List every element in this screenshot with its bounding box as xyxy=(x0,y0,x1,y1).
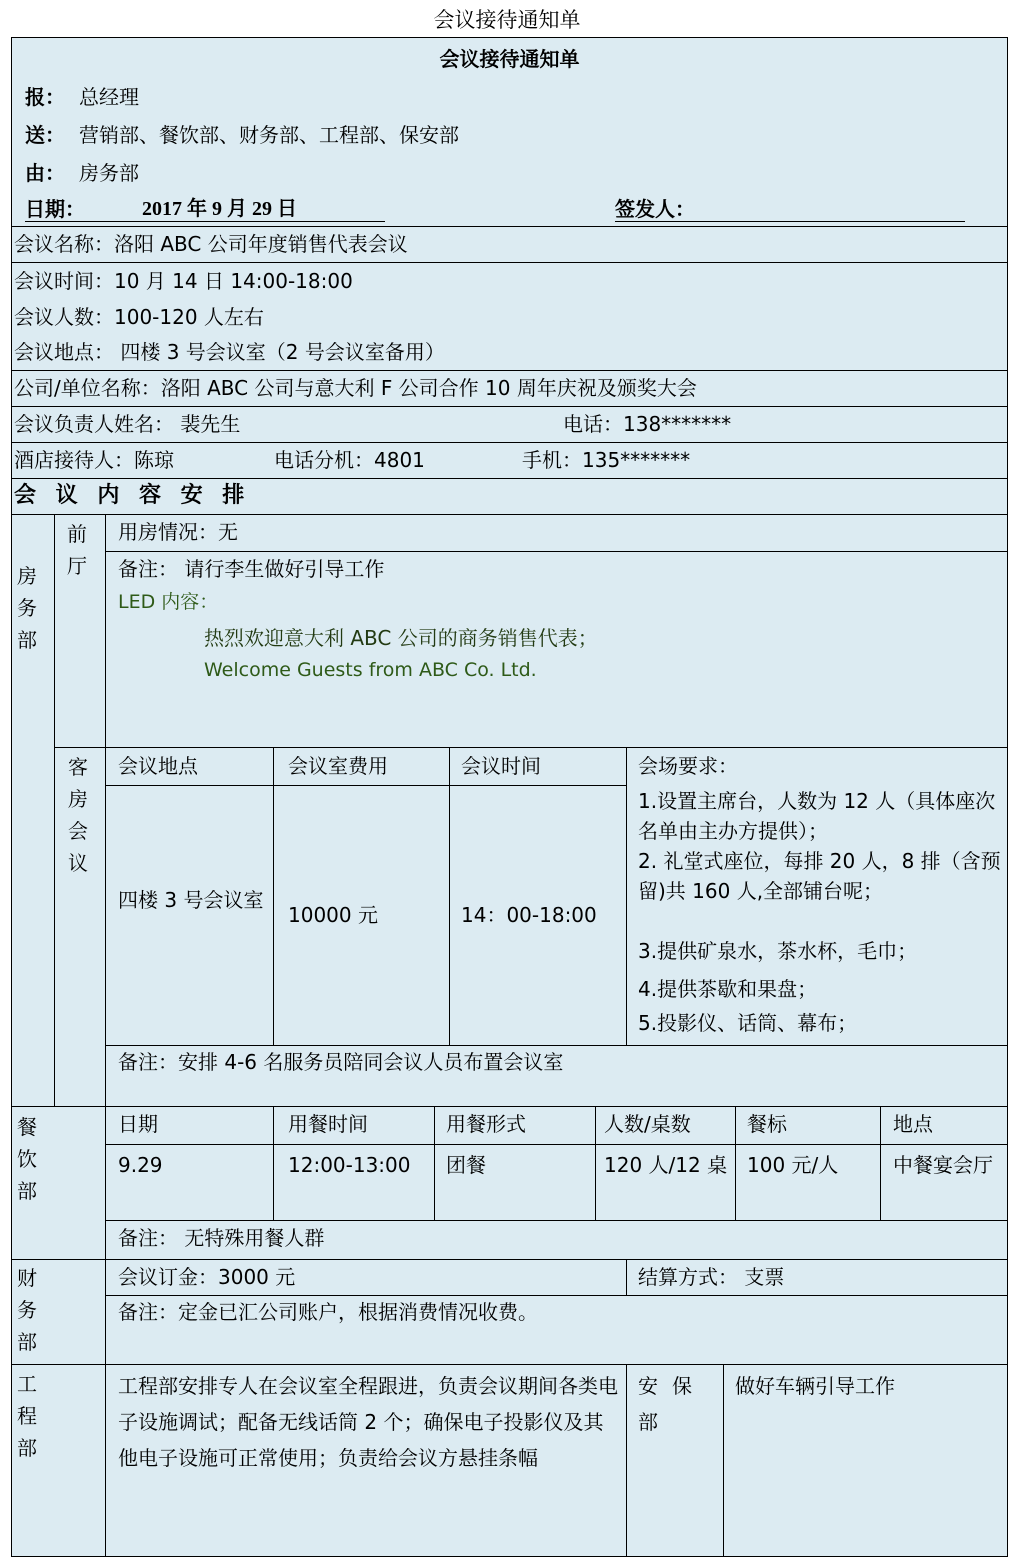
requirement-3: 3.提供矿泉水，茶水杯，毛巾； xyxy=(638,939,918,963)
report-label: 报： xyxy=(25,85,65,109)
divider xyxy=(626,1260,627,1295)
guest-room-time: 14：00-18:00 xyxy=(461,903,597,927)
company-name: 公司/单位名称：洛阳 ABC 公司与意大利 F 公司合作 10 周年庆祝及颁奖大会 xyxy=(14,376,697,400)
guest-meeting-label: 客房会议 xyxy=(68,755,88,875)
guest-room-location: 四楼 3 号会议室 xyxy=(118,888,264,912)
meeting-form xyxy=(11,37,1008,1557)
date-underline xyxy=(25,221,385,222)
divider xyxy=(626,747,627,1045)
report-value: 总经理 xyxy=(79,85,139,109)
divider xyxy=(105,1365,106,1556)
security-text: 做好车辆引导工作 xyxy=(735,1374,895,1398)
divider xyxy=(449,747,450,1045)
meeting-time: 会议时间：10 月 14 日 14:00-18:00 xyxy=(14,269,353,293)
divider xyxy=(880,1107,881,1220)
company-row xyxy=(11,370,1008,407)
divider xyxy=(273,747,274,1045)
date-label: 日期： xyxy=(25,197,85,221)
catering-header-time: 用餐时间 xyxy=(288,1112,368,1136)
divider xyxy=(735,1107,736,1220)
catering-form: 团餐 xyxy=(446,1153,486,1177)
divider xyxy=(54,747,1007,748)
catering-count: 120 人/12 桌 xyxy=(604,1153,728,1177)
owner-name: 会议负责人姓名： 裴先生 xyxy=(14,412,241,436)
catering-header-count: 人数/桌数 xyxy=(604,1112,691,1136)
security-dept-label: 安保部 xyxy=(638,1374,706,1434)
housekeeping-dept-label: 房务部 xyxy=(17,564,37,652)
divider xyxy=(105,1295,1007,1296)
hotel-contact: 酒店接待人：陈琼 xyxy=(14,448,174,472)
send-value: 营销部、餐饮部、财务部、工程部、保安部 xyxy=(79,123,459,147)
catering-note: 备注： 无特殊用餐人群 xyxy=(118,1226,325,1250)
requirement-1: 1.设置主席台，人数为 12 人（具体座次名单由主办方提供）； xyxy=(638,789,996,843)
page-title: 会议接待通知单 xyxy=(433,8,581,32)
catering-section xyxy=(11,1106,1008,1260)
room-usage: 用房情况：无 xyxy=(118,520,238,544)
hotel-contact-row xyxy=(11,442,1008,479)
catering-place: 中餐宴会厅 xyxy=(893,1153,993,1177)
catering-meal-time: 12:00-13:00 xyxy=(288,1153,411,1177)
guest-note: 备注：安排 4-6 名服务员陪同会议人员布置会议室 xyxy=(118,1050,564,1074)
header-fee: 会议室费用 xyxy=(288,754,388,778)
guest-room-fee: 10000 元 xyxy=(288,903,378,927)
divider xyxy=(105,1045,1007,1046)
catering-standard: 100 元/人 xyxy=(747,1153,839,1177)
divider xyxy=(626,1365,627,1556)
finance-dept-label: 财务部 xyxy=(17,1266,37,1354)
led-line2: Welcome Guests from ABC Co. Ltd. xyxy=(204,659,537,681)
requirement-4: 4.提供茶歇和果盘； xyxy=(638,977,818,1001)
meeting-location: 会议地点： 四楼 3 号会议室（2 号会议室备用） xyxy=(14,340,445,364)
led-line1: 热烈欢迎意大利 ABC 公司的商务销售代表； xyxy=(204,626,598,650)
divider xyxy=(105,1260,106,1364)
extension: 电话分机：4801 xyxy=(274,448,425,472)
housekeeping-section xyxy=(11,514,1008,1107)
catering-header-place: 地点 xyxy=(893,1112,933,1136)
divider xyxy=(723,1365,724,1556)
issuer-label: 签发人： xyxy=(615,197,695,221)
content-heading-row xyxy=(11,478,1008,515)
front-desk-label: 前厅 xyxy=(67,522,87,578)
divider xyxy=(273,1107,274,1220)
header-requirements: 会场要求： xyxy=(638,754,738,778)
finance-section xyxy=(11,1259,1008,1365)
from-value: 房务部 xyxy=(79,161,139,185)
divider xyxy=(105,785,626,786)
meeting-info-row xyxy=(11,262,1008,371)
catering-header-form: 用餐形式 xyxy=(446,1112,526,1136)
finance-settlement: 结算方式： 支票 xyxy=(638,1265,785,1289)
meeting-name: 会议名称：洛阳 ABC 公司年度销售代表会议 xyxy=(14,232,408,256)
finance-deposit: 会议订金：3000 元 xyxy=(118,1265,296,1289)
led-label: LED 内容： xyxy=(118,591,219,613)
divider xyxy=(105,1220,1007,1221)
header-location: 会议地点 xyxy=(118,754,198,778)
from-label: 由： xyxy=(25,161,65,185)
divider xyxy=(105,1144,1007,1145)
divider xyxy=(595,1107,596,1220)
catering-header-date: 日期 xyxy=(118,1112,158,1136)
engineering-text: 工程部安排专人在会议室全程跟进，负责会议期间各类电子设施调试；配备无线话筒 2 个；确保电子投影仪及其他电子设施可正常使用；负责给会议方悬挂条幅 xyxy=(118,1374,618,1470)
date-value: 2017 年 9 月 29 日 xyxy=(142,198,297,220)
front-note: 备注： 请行李生做好引导工作 xyxy=(118,557,385,581)
mobile: 手机：135******* xyxy=(522,448,691,472)
divider xyxy=(105,551,1007,552)
divider xyxy=(105,515,106,1106)
requirement-2: 2. 礼堂式座位，每排 20 人，8 排（含预留)共 160 人,全部铺台呢； xyxy=(638,849,1001,903)
owner-row xyxy=(11,406,1008,443)
engineering-section xyxy=(11,1364,1008,1557)
header-block xyxy=(11,37,1008,227)
divider xyxy=(434,1107,435,1220)
content-heading: 会 议 内 容 安 排 xyxy=(14,483,251,508)
form-title: 会议接待通知单 xyxy=(439,47,580,71)
divider xyxy=(105,1107,106,1259)
divider xyxy=(54,515,55,1106)
meeting-people: 会议人数：100-120 人左右 xyxy=(14,305,264,329)
catering-header-standard: 餐标 xyxy=(747,1112,787,1136)
send-label: 送： xyxy=(25,123,65,147)
catering-date: 9.29 xyxy=(118,1153,163,1177)
finance-note: 备注：定金已汇公司账户，根据消费情况收费。 xyxy=(118,1300,538,1324)
header-time: 会议时间 xyxy=(461,754,541,778)
meeting-name-row xyxy=(11,226,1008,263)
catering-dept-label: 餐饮部 xyxy=(17,1115,37,1203)
owner-phone: 电话：138******* xyxy=(563,412,732,436)
issuer-underline xyxy=(615,221,965,222)
engineering-dept-label: 工程部 xyxy=(17,1372,37,1460)
requirement-5: 5.投影仪、话筒、幕布； xyxy=(638,1011,858,1035)
